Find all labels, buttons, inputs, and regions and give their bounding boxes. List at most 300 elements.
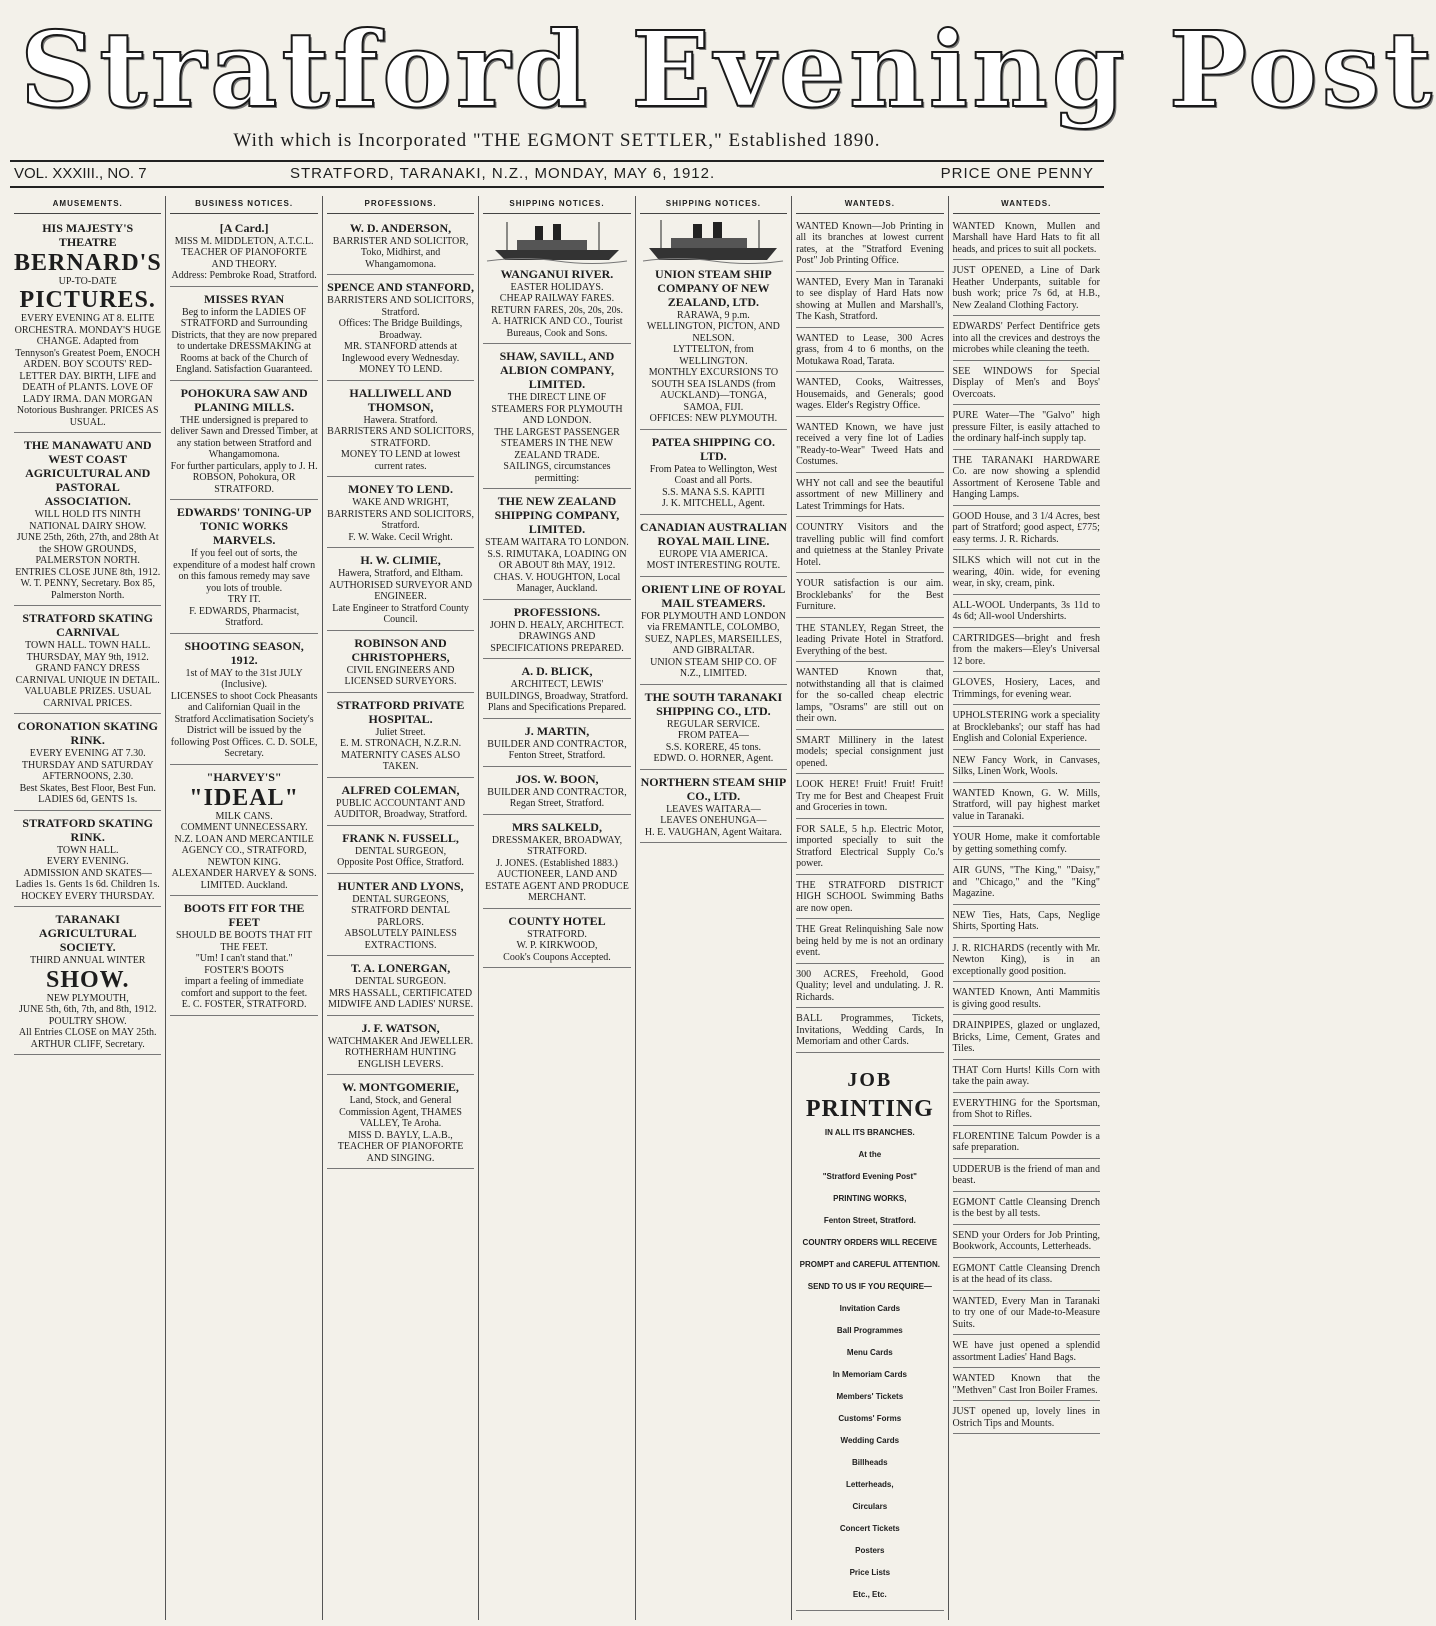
advertisement: [640, 772, 787, 844]
advertisement-line: NEW PLYMOUTH,: [46, 992, 129, 1004]
advertisement-line: FOSTER'S BOOTS: [204, 964, 285, 976]
advertisement: [953, 630, 1100, 673]
advertisement-line: FROM PATEA—: [677, 730, 749, 741]
advertisement-line: SHOULD BE BOOTS THAT FIT THE FEET.: [175, 930, 313, 953]
advertisement: [796, 1010, 943, 1053]
advertisement-line: COUNTRY ORDERS WILL RECEIVE PROMPT and CAREFUL ATTENTION.: [799, 1237, 940, 1269]
advertisement-line: EGMONT Cattle Cleansing Drench is at the head of its class.: [952, 1262, 1100, 1285]
advertisement-line: OFFICES: NEW PLYMOUTH.: [649, 413, 778, 424]
advertisement-line: MR. STANFORD attends at Inglewood every Wednesday.: [341, 341, 460, 364]
advertisement-line: CARTRIDGES—bright and fresh from the makers—Eley's Universal 12 bore.: [952, 632, 1100, 667]
advertisement-line: Wedding Cards: [840, 1435, 900, 1445]
advertisement-title: HUNTER AND LYONS,: [337, 878, 464, 893]
advertisement-line: BALL Programmes, Tickets, Invitations, Wedding Cards, In Memoriam and other Cards.: [796, 1013, 944, 1047]
column-wanteds-2: [949, 196, 1104, 1620]
advertisement-title: THE NEW ZEALAND SHIPPING COMPANY, LIMITED.: [494, 494, 620, 536]
advertisement-line: MISS M. MIDDLETON, A.T.C.L.: [174, 235, 314, 247]
advertisement-line: Posters: [855, 1545, 885, 1555]
advertisement: [483, 346, 630, 489]
advertisement-line: WANTED Known, Mullen and Marshall have Hard Hats to fit all heads, and prices to suit all pockets.: [952, 220, 1100, 255]
advertisement-line: WANTED to Lease, 300 Acres grass, from 4 to 6 months, on the Motukawa Road, Tarata.: [796, 332, 944, 367]
advertisement: [327, 550, 474, 631]
advertisement: [327, 958, 474, 1016]
advertisement-line: WANTED Known—Job Printing in all its branches at lowest current rates, at the "Stratford Evening Post" Job Printing Office.: [796, 220, 944, 266]
advertisement-line: WANTED, Every Man in Taranaki to see display of Hard Hats now showing at Mullen and Marshall's, The Kash, Stratford.: [796, 276, 944, 322]
advertisement: [327, 633, 474, 693]
advertisement-line: Letterheads,: [846, 1479, 894, 1489]
advertisement: [796, 519, 943, 573]
advertisement-line: WATCHMAKER And JEWELLER.: [327, 1035, 474, 1047]
advertisement-title: BOOTS FIT FOR THE FEET: [183, 901, 305, 929]
advertisement-line: SEND your Orders for Job Printing, Bookwork, Accounts, Letterheads.: [952, 1229, 1100, 1252]
advertisement-line: THURSDAY AND SATURDAY AFTERNOONS, 2.30.: [21, 759, 154, 782]
advertisement: [14, 716, 161, 811]
advertisement: [640, 687, 787, 770]
advertisement-title: MRS SALKELD,: [511, 819, 602, 834]
advertisement: [170, 289, 317, 381]
advertisement-line: THE STRATFORD DISTRICT HIGH SCHOOL Swimming Baths are now open.: [796, 879, 944, 914]
advertisement-line: EVERY EVENING AT 8. ELITE ORCHESTRA. MONDAY'S HUGE CHANGE. Adapted from Tennyson's Greatest Poem, ENOCH ARDEN. BOY SCOUTS' RED-LETTER DAY. BIRTH, LIFE and DEATH of PLANTS. LOVE OF LADY IRMA. DAN MORGAN Notorious Bushranger. PRICES AS USUAL.: [14, 313, 161, 428]
advertisement: [953, 829, 1100, 860]
advertisement-line: EUROPE VIA AMERICA.: [658, 548, 768, 560]
advertisement-line: AUCTIONEER, LAND AND ESTATE AGENT AND PRODUCE MERCHANT.: [485, 869, 629, 903]
advertisement-line: CHEAP RAILWAY FARES.: [499, 293, 615, 304]
advertisement-line: TEACHER OF PIANOFORTE AND THEORY.: [181, 247, 307, 270]
advertisement-line: H. E. VAUGHAN, Agent Waitara.: [644, 826, 782, 838]
advertisement-line: EGMONT Cattle Cleansing Drench is the best by all tests.: [952, 1196, 1100, 1219]
advertisement-line: THE TARANAKI HARDWARE Co. are now showing a splendid Assortment of Kerosene Table and Hanging Lamps.: [952, 454, 1100, 500]
advertisement-line: SHOW.: [45, 966, 130, 993]
advertisement-line: YOUR satisfaction is our aim. Brocklebanks' for the Best Furniture.: [796, 578, 944, 612]
advertisement-line: THE DIRECT LINE OF STEAMERS FOR PLYMOUTH AND LONDON.: [491, 392, 623, 426]
advertisement-line: Offices: The Bridge Buildings, Broadway.: [338, 318, 463, 341]
advertisement: [953, 785, 1100, 828]
advertisement-line: W. P. KIRKWOOD,: [516, 940, 598, 951]
advertisement: [796, 475, 943, 518]
advertisement-line: At the: [858, 1149, 882, 1159]
advertisement: [953, 862, 1100, 905]
column-heading: SHIPPING NOTICES.: [640, 196, 787, 214]
advertisement: [953, 707, 1100, 750]
advertisement-line: Members' Tickets: [836, 1391, 904, 1401]
advertisement-line: YOUR Home, make it comfortable by getting something comfy.: [952, 832, 1100, 855]
advertisement-line: J. K. MITCHELL, Agent.: [661, 498, 765, 509]
advertisement-line: E. M. STRONACH, N.Z.R.N.: [339, 738, 462, 749]
advertisement: [796, 877, 943, 920]
advertisement-title: THE MANAWATU AND WEST COAST AGRICULTURAL AND PASTORAL ASSOCIATION.: [23, 438, 152, 508]
advertisement: [953, 1227, 1100, 1258]
column-heading: BUSINESS NOTICES.: [170, 196, 317, 214]
advertisement-title: POHOKURA SAW AND PLANING MILLS.: [180, 385, 308, 414]
advertisement-line: LEAVES ONEHUNGA—: [660, 815, 767, 826]
advertisement-title: HALLIWELL AND THOMSON,: [349, 385, 452, 414]
advertisement: [953, 363, 1100, 406]
advertisement-line: THE STANLEY, Regan Street, the leading Private Hotel in Stratford. Everything of the best.: [796, 622, 944, 657]
advertisement-line: ADMISSION AND SKATES— Ladies 1s. Gents 1s 6d. Children 1s.: [15, 867, 160, 890]
advertisement-title: JOB: [847, 1068, 893, 1091]
advertisement-title: NORTHERN STEAM SHIP CO., LTD.: [640, 774, 787, 803]
advertisement-title: "HARVEY'S": [206, 769, 282, 784]
advertisement-title: SPENCE AND STANFORD,: [327, 280, 474, 294]
advertisement-title: W. D. ANDERSON,: [349, 220, 452, 235]
advertisement: [953, 262, 1100, 316]
advertisement: [483, 491, 630, 600]
masthead: [10, 0, 1436, 151]
advertisement-line: A. HATRICK AND CO., Tourist Bureaus, Cook and Sons.: [491, 316, 623, 339]
advertisement: [796, 921, 943, 964]
advertisement-line: UDDERUB is the friend of man and beast.: [952, 1163, 1100, 1186]
advertisement-line: Juliet Street.: [375, 726, 426, 738]
advertisement-line: DRESSMAKER, BROADWAY, STRATFORD.: [491, 834, 623, 857]
advertisement-line: Late Engineer to Stratford County Council.: [332, 602, 469, 625]
advertisement-line: DENTAL SURGEON,: [355, 845, 447, 857]
place-and-date: STRATFORD, TARANAKI, N.Z., MONDAY, MAY 6, 1912.: [290, 165, 716, 182]
advertisement-line: WAKE AND WRIGHT,: [352, 497, 449, 508]
advertisement-line: COMMENT UNNECESSARY.: [180, 822, 308, 833]
advertisement-line: MATERNITY CASES ALSO TAKEN.: [341, 749, 461, 772]
advertisement-line: IN ALL ITS BRANCHES.: [824, 1127, 915, 1137]
advertisement-line: MONEY TO LEND.: [358, 364, 443, 375]
advertisement-line: SEND TO US IF YOU REQUIRE—: [807, 1281, 932, 1291]
dateline: [10, 160, 1104, 188]
advertisement-line: S.S. KORERE, 45 tons.: [665, 741, 762, 753]
advertisement: [953, 318, 1100, 361]
advertisement-line: FOR PLYMOUTH AND LONDON via FREMANTLE, COLOMBO, SUEZ, NAPLES, MARSEILLES, AND GIBRALTAR.: [640, 610, 786, 656]
advertisement: [953, 218, 1100, 261]
advertisement: [953, 674, 1100, 705]
advertisement-title: WANGANUI RIVER.: [500, 266, 614, 281]
advertisement-line: F. W. Wake. Cecil Wright.: [348, 531, 453, 543]
advertisement: [796, 664, 943, 730]
column-heading: AMUSEMENTS.: [14, 196, 161, 214]
advertisement-line: Opposite Post Office, Stratford.: [337, 857, 464, 868]
advertisement-line: SILKS which will not cut in the wearing, 40in. wide, for evening wear, in sky, cream, pink.: [952, 555, 1100, 589]
advertisement-line: GRAND FANCY DRESS CARNIVAL UNIQUE IN DETAIL. VALUABLE PRIZES. USUAL CARNIVAL PRICES.: [15, 663, 160, 709]
advertisement: [170, 383, 317, 501]
advertisement: [953, 1062, 1100, 1093]
advertisement: [483, 602, 630, 660]
column-heading: WANTEDS.: [953, 196, 1100, 214]
advertisement-line: Price Lists: [849, 1567, 891, 1577]
advertisement: [14, 813, 161, 908]
advertisement-title: EDWARDS' TONING-UP TONIC WORKS MARVELS.: [176, 505, 312, 547]
advertisement: [640, 517, 787, 577]
volume-number: VOL. XXXIII., NO. 7: [14, 165, 147, 182]
advertisement: [483, 721, 630, 767]
advertisement-title: CORONATION SKATING RINK.: [17, 719, 158, 747]
advertisement: [953, 1095, 1100, 1126]
advertisement-line: DRAWINGS AND SPECIFICATIONS PREPARED.: [490, 631, 624, 654]
advertisement-line: BUILDER AND CONTRACTOR, Regan Street, Stratford.: [487, 786, 627, 809]
column-amusements: [10, 196, 166, 1620]
advertisement-line: STEAM WAITARA TO LONDON.: [485, 537, 629, 548]
advertisement: [640, 579, 787, 685]
advertisement-line: Ball Programmes: [836, 1325, 903, 1335]
steamship-illustration: [487, 218, 627, 262]
advertisement-line: JUST OPENED, a Line of Dark Heather Underpants, suitable for bush work; price 7s 6d, at H.B., New Zealand Clothing Factory.: [952, 265, 1100, 311]
advertisement: [327, 277, 474, 381]
advertisement: [953, 907, 1100, 938]
advertisement-line: DENTAL SURGEON.: [355, 976, 447, 987]
advertisement-line: From Patea to Wellington, West Coast and all Ports.: [649, 463, 777, 486]
price: PRICE ONE PENNY: [940, 165, 1094, 182]
advertisement-line: FOR SALE, 5 h.p. Electric Motor, imported specially to suit the Stratford Electrical Supply Co.'s power.: [796, 823, 944, 869]
advertisement: [953, 752, 1100, 783]
advertisement-line: All Entries CLOSE on MAY 25th. ARTHUR CLIFF, Secretary.: [18, 1027, 157, 1050]
advertisement: [796, 419, 943, 473]
advertisement-line: PRINTING WORKS,: [833, 1193, 907, 1203]
advertisement: [327, 876, 474, 957]
advertisement-line: EDWD. O. HORNER, Agent.: [653, 753, 774, 764]
advertisement-line: EVERYTHING for the Sportsman, from Shot to Rifles.: [952, 1097, 1100, 1120]
advertisement-line: UPHOLSTERING work a speciality at Brocklebanks'; our staff has had English and Colonial Experience.: [952, 710, 1100, 744]
advertisement-line: LEAVES WAITARA—: [666, 803, 761, 815]
advertisement-title: J. F. WATSON,: [361, 1020, 440, 1035]
advertisement-title: STRATFORD PRIVATE HOSPITAL.: [336, 697, 465, 726]
advertisement-line: NEW Fancy Work, in Canvases, Silks, Linen Work, Wools.: [952, 754, 1100, 777]
advertisement-line: WANTED Known, we have just received a very fine lot of Ladies "Ready-to-Wear" Tweed Hats and Costumes.: [796, 421, 944, 467]
advertisement-line: J. JONES. (Established 1883.): [496, 857, 618, 869]
advertisement-line: THE LARGEST PASSENGER STEAMERS IN THE NEW ZEALAND TRADE.: [494, 426, 620, 461]
column-heading: WANTEDS.: [796, 196, 943, 214]
advertisement: [14, 218, 161, 434]
advertisement: [170, 767, 317, 897]
advertisement-line: impart a feeling of immediate comfort and support to the feet.: [181, 976, 308, 999]
advertisement-title: SHOOTING SEASON, 1912.: [184, 638, 304, 667]
advertisement-line: E. C. FOSTER, STRATFORD.: [181, 999, 307, 1010]
advertisement-title: [A Card.]: [219, 220, 269, 235]
advertisement-line: WHY not call and see the beautiful assortment of new Millinery and Latest Trimmings for Hats.: [796, 477, 944, 512]
advertisement-line: SMART Millinery in the latest models; special consignment just opened.: [796, 734, 944, 769]
advertisement-title: ORIENT LINE OF ROYAL MAIL STEAMERS.: [641, 581, 786, 610]
advertisement-line: THE Great Relinquishing Sale now being held by me is not an ordinary event.: [796, 924, 944, 958]
column-business-notices: [166, 196, 322, 1620]
advertisement-title: STRATFORD SKATING RINK.: [22, 815, 153, 844]
advertisement: [953, 1337, 1100, 1368]
advertisement-title: THE SOUTH TARANAKI SHIPPING CO., LTD.: [644, 689, 783, 718]
advertisement-line: WANTED, Cooks, Waitresses, Housemaids, and Generals; good wages. Elder's Registry Office.: [796, 377, 944, 411]
advertisement-line: WANTED Known, G. W. Mills, Stratford, will pay highest market value in Taranaki.: [952, 787, 1100, 822]
advertisement-line: UP-TO-DATE: [58, 275, 117, 287]
advertisement-line: N.Z. LOAN AND MERCANTILE AGENCY CO., STRATFORD, NEWTON KING.: [174, 833, 314, 868]
advertisement-line: ALL-WOOL Underpants, 3s 11d to 4s 6d; All-wool Undershirts.: [952, 599, 1100, 622]
newspaper-title: Stratford Evening Post: [20, 8, 1436, 131]
advertisement-line: PRINTING: [805, 1095, 934, 1122]
advertisement-line: LYTTELTON, from WELLINGTON.: [673, 344, 754, 367]
advertisement: [483, 769, 630, 815]
advertisement-line: GOOD House, and 3 1/4 Acres, best part of Stratford; good aspect, £775; easy terms. J. R. Richards.: [952, 510, 1100, 545]
advertisement: [483, 911, 630, 969]
advertisement: [640, 432, 787, 515]
advertisement-line: For further particulars, apply to J. H. ROBSON, Pohokura, OR STRATFORD.: [170, 460, 318, 495]
advertisement: [953, 1260, 1100, 1291]
advertisement: [796, 374, 943, 417]
advertisement: [953, 508, 1100, 551]
advertisement-line: EVERY EVENING AT 7.30.: [29, 748, 146, 759]
advertisement-line: In Memoriam Cards: [832, 1369, 907, 1379]
advertisement-line: EASTER HOLIDAYS.: [510, 281, 604, 293]
advertisement: [483, 817, 630, 909]
advertisement: [953, 452, 1100, 506]
advertisement-title: TARANAKI AGRICULTURAL SOCIETY.: [38, 912, 137, 954]
advertisement-line: "IDEAL": [189, 784, 299, 811]
advertisement: [14, 435, 161, 606]
advertisement-line: STRATFORD DENTAL PARLORS.: [351, 905, 451, 928]
advertisement-line: DRAINPIPES, glazed or unglazed, Bricks, Lime, Cement, Grates and Tiles.: [952, 1020, 1100, 1054]
advertisement-title: ALFRED COLEMAN,: [341, 782, 460, 797]
advertisement-line: TOWN HALL. TOWN HALL.: [25, 640, 151, 651]
advertisement-title: T. A. LONERGAN,: [350, 961, 451, 975]
advertisement: [170, 218, 317, 287]
advertisement-line: Billheads: [852, 1457, 888, 1467]
advertisement: [640, 264, 787, 430]
advertisement-line: NEW Ties, Hats, Caps, Neglige Shirts, Sporting Hats.: [952, 909, 1100, 932]
advertisement-line: JOHN D. HEALY, ARCHITECT.: [489, 619, 625, 631]
advertisement: [953, 597, 1100, 628]
advertisement: [953, 1161, 1100, 1192]
advertisement-title: JOS. W. BOON,: [515, 771, 599, 786]
advertisement: [327, 1018, 474, 1076]
advertisement-line: WELLINGTON, PICTON, AND NELSON.: [646, 321, 780, 344]
advertisement-line: CIVIL ENGINEERS AND LICENSED SURVEYORS.: [344, 664, 457, 687]
steamship-illustration: [643, 218, 783, 262]
advertisement-line: Circulars: [852, 1501, 888, 1511]
advertisement-line: S.S. MANA S.S. KAPITI: [662, 486, 765, 498]
advertisement-line: Best Skates, Best Floor, Best Fun. LADIES 6d, GENTS 1s.: [19, 782, 156, 805]
advertisement-line: JUNE 5th, 6th, 7th, and 8th, 1912.: [18, 1004, 157, 1015]
advertisement-title: UNION STEAM SHIP COMPANY OF NEW ZEALAND, LTD.: [655, 266, 772, 309]
column-shipping-notices-1: [479, 196, 635, 1620]
advertisement: [796, 1055, 943, 1611]
advertisement-line: MISS D. BAYLY, L.A.B., TEACHER OF PIANOFORTE AND SINGING.: [337, 1129, 464, 1164]
advertisement: [953, 1293, 1100, 1336]
newspaper-subtitle: With which is Incorporated "THE EGMONT SETTLER," Established 1890.: [233, 130, 881, 151]
advertisement: [953, 1370, 1100, 1401]
advertisement-line: Fenton Street, Stratford.: [823, 1215, 916, 1225]
advertisement: [796, 776, 943, 819]
advertisement: [796, 732, 943, 775]
advertisement-line: WANTED Known that the "Methven" Cast Iron Boiler Frames.: [952, 1373, 1100, 1396]
advertisement-line: JUNE 25th, 26th, 27th, and 28th At the SHOW GROUNDS, PALMERSTON NORTH.: [16, 532, 159, 566]
advertisement: [327, 695, 474, 778]
advertisement-line: PICTURES.: [19, 287, 156, 313]
advertisement-line: WE have just opened a splendid assortment Ladies' Hand Bags.: [952, 1340, 1100, 1363]
advertisement: [953, 984, 1100, 1015]
advertisement-line: DENTAL SURGEONS,: [352, 893, 449, 905]
advertisement-line: ROTHERHAM HUNTING ENGLISH LEVERS.: [344, 1047, 457, 1070]
advertisement-line: 1st of MAY to the 31st JULY (Inclusive).: [185, 667, 303, 690]
advertisement-line: Etc., Etc.: [852, 1589, 887, 1599]
advertisement-line: "Um! I can't stand that.": [195, 953, 293, 964]
advertisement-line: ARCHITECT, LEWIS' BUILDINGS, Broadway, Stratford.: [485, 679, 629, 702]
advertisement-line: LOOK HERE! Fruit! Fruit! Fruit! Try me for Best and Cheapest Fruit and Groceries in town.: [796, 779, 944, 813]
advertisement: [796, 620, 943, 663]
advertisement-line: If you feel out of sorts, the expenditure of a modest half crown on this famous remedy may save you lots of trouble.: [173, 548, 316, 594]
advertisement-line: AUTHORISED SURVEYOR AND ENGINEER.: [329, 579, 473, 602]
advertisement-title: CANADIAN AUSTRALIAN ROYAL MAIL LINE.: [639, 519, 787, 548]
advertisement-line: THE undersigned is prepared to deliver Sawn and Dressed Timber, at any station between Stratford and Whangamomona.: [170, 414, 318, 460]
advertisement-title: ROBINSON AND CHRISTOPHERS,: [351, 635, 450, 664]
advertisement: [796, 575, 943, 618]
advertisement-line: POULTRY SHOW.: [48, 1015, 127, 1027]
advertisement-line: Customs' Forms: [838, 1413, 902, 1423]
advertisement-line: RARAWA, 9 p.m.: [676, 309, 750, 321]
advertisement: [796, 218, 943, 272]
advertisement-line: BUILDER AND CONTRACTOR, Fenton Street, Stratford.: [487, 738, 627, 761]
advertisement-title: MONEY TO LEND.: [348, 482, 453, 496]
advertisement-line: MONEY TO LEND at lowest current rates.: [340, 449, 461, 472]
advertisement-line: BERNARD'S: [14, 249, 162, 276]
advertisement-line: Cook's Coupons Accepted.: [503, 951, 611, 963]
advertisement-line: STRATFORD.: [527, 928, 587, 940]
advertisement-line: BARRISTERS AND SOLICITORS, Stratford.: [327, 295, 474, 318]
advertisement-line: BARRISTER AND SOLICITOR,: [332, 235, 469, 247]
columns: [10, 196, 1104, 1620]
advertisement-line: GLOVES, Hosiery, Laces, and Trimmings, for evening wear.: [952, 677, 1100, 700]
column-heading: PROFESSIONS.: [327, 196, 474, 214]
advertisement: [796, 274, 943, 328]
advertisement-title: PATEA SHIPPING CO. LTD.: [651, 434, 776, 463]
advertisement-title: J. MARTIN,: [524, 723, 590, 738]
advertisement-title: H. W. CLIMIE,: [360, 553, 441, 567]
advertisement: [483, 661, 630, 719]
advertisement-line: CHAS. V. HOUGHTON, Local Manager, Auckland.: [493, 571, 621, 594]
advertisement-title: SHAW, SAVILL, AND ALBION COMPANY, LIMITED.: [499, 349, 615, 391]
advertisement-line: S.S. RIMUTAKA, LOADING ON OR ABOUT 8th MAY, 1912.: [487, 548, 627, 571]
column-professions: [323, 196, 479, 1620]
advertisement-line: Hawera. Stratford.: [363, 414, 438, 426]
advertisement-line: RETURN FARES, 20s, 20s, 20s.: [490, 304, 623, 316]
advertisement-title: W. MONTGOMERIE,: [342, 1080, 459, 1094]
advertisement-line: THAT Corn Hurts! Kills Corn with take the pain away.: [952, 1064, 1100, 1087]
advertisement-line: MRS HASSALL, CERTIFICATED MIDWIFE AND LADIES' NURSE.: [327, 987, 474, 1010]
advertisement-line: COUNTRY Visitors and the travelling public will find comfort and quietness at the Stanley Private Hotel.: [796, 522, 944, 568]
advertisement-line: Beg to inform the LADIES OF STRATFORD and Surrounding Districts, that they are now prepared to undertake DRESSMAKING at Rooms at back of the Church of England. Satisfaction Guaranteed.: [171, 306, 317, 375]
advertisement-line: EDWARDS' Perfect Dentifrice gets into all the crevices and destroys the microbes while cleaning the teeth.: [952, 321, 1100, 355]
column-shipping-notices-2: [636, 196, 792, 1620]
advertisement-title: MISSES RYAN: [204, 291, 285, 306]
advertisement-title: A. D. BLICK,: [521, 664, 593, 678]
advertisement-line: AIR GUNS, "The King," "Daisy," and "Chicago," and the "King" Magazine.: [952, 865, 1100, 899]
column-heading: SHIPPING NOTICES.: [483, 196, 630, 214]
advertisement: [327, 383, 474, 478]
advertisement-line: PURE Water—The "Galvo" high pressure Filter, is easily attached to the ordinary half-inch supply tap.: [952, 410, 1100, 444]
advertisement-line: BARRISTERS AND SOLICITORS, STRATFORD.: [327, 426, 474, 449]
advertisement: [170, 636, 317, 765]
advertisement-line: PUBLIC ACCOUNTANT AND AUDITOR, Broadway, Stratford.: [333, 797, 468, 820]
advertisement: [796, 821, 943, 875]
advertisement-title: STRATFORD SKATING CARNIVAL: [22, 611, 153, 639]
advertisement: [327, 780, 474, 826]
advertisement-line: LICENSES to shoot Cock Pheasants and Californian Quail in the Stratford Acclimatisation Society's District will be issued by the following Post Offices. C. D. SOLE, Secretary.: [170, 690, 318, 759]
advertisement-line: FLORENTINE Talcum Powder is a safe preparation.: [952, 1130, 1100, 1153]
advertisement-line: REGULAR SERVICE.: [666, 718, 760, 730]
advertisement: [327, 218, 474, 276]
advertisement-line: Hawera, Stratford, and Eltham.: [338, 568, 464, 579]
advertisement-line: MILK CANS.: [215, 810, 273, 822]
advertisement-line: SAILINGS, circumstances permitting:: [503, 461, 611, 484]
advertisement: [953, 552, 1100, 595]
advertisement-line: WANTED Known that, notwithstanding all that is claimed for the so-called cheap electric lamps, "Osrams" are still out on their own.: [796, 667, 944, 724]
advertisement-line: Menu Cards: [846, 1347, 893, 1357]
advertisement: [953, 940, 1100, 983]
advertisement: [953, 1128, 1100, 1159]
advertisement-line: TRY IT.: [227, 594, 261, 605]
advertisement: [327, 828, 474, 874]
advertisement: [170, 898, 317, 1016]
advertisement-line: HOCKEY EVERY THURSDAY.: [21, 890, 155, 902]
advertisement-line: 300 ACRES, Freehold, Good Quality; level and undulating. J. R. Richards.: [796, 968, 944, 1003]
